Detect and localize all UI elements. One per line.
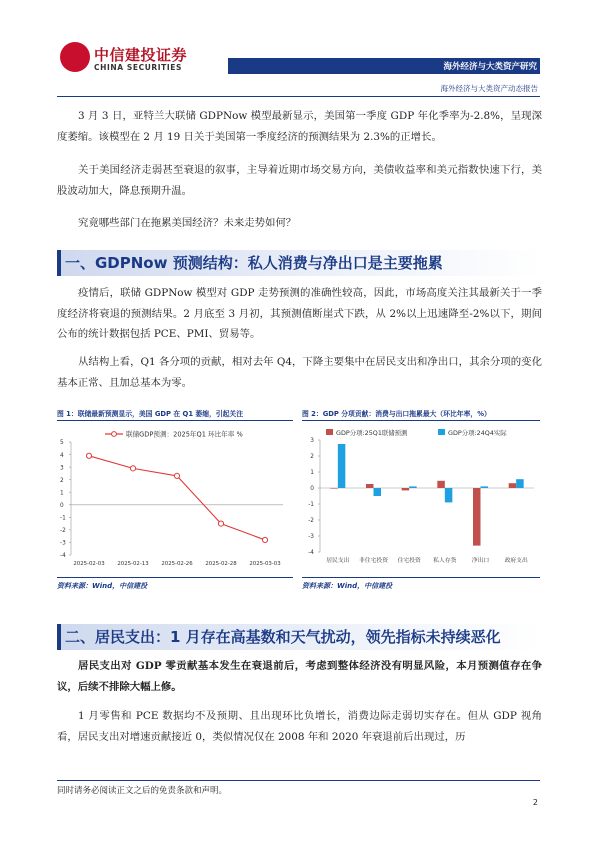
paragraph-1: 3 月 3 日，亚特兰大联储 GDPNow 模型最新显示，美国第一季度 GDP 年化季率为-2.8%，呈现深度萎缩。该模型在 2 月 19 日关于美国第一季度经济的预测结果为 2.3%的正增长。 <box>57 110 542 143</box>
x-tick-label: 2025-02-26 <box>161 561 193 567</box>
data-point <box>86 453 91 458</box>
bar <box>481 486 489 488</box>
logo-text-en: CHINA SECURITIES <box>94 63 182 72</box>
y-tick-label: -2 <box>308 518 314 525</box>
y-tick-label: -3 <box>60 540 66 547</box>
x-tick-label: 居民支出 <box>326 558 350 564</box>
legend-label: GDP分项:25Q1联储预测 <box>336 429 408 437</box>
paragraph-7: 1 月零售和 PCE 数据均不及预期、且出现环比负增长，消费边际走弱切实存在。但从 GDP 视角看，居民支出对增速贡献接近 0，类似情况仅在 2008 年和 2020 年衰退前后出现过，历 <box>57 710 542 743</box>
legend-swatch <box>326 429 333 435</box>
bar <box>516 479 524 488</box>
data-point <box>174 473 179 478</box>
data-point <box>218 521 223 526</box>
bar <box>409 486 417 488</box>
x-tick-label: 2025-02-03 <box>73 561 105 567</box>
y-tick-label: 0 <box>310 486 314 493</box>
x-tick-label: 住宅投资 <box>397 558 421 564</box>
y-tick-label: -4 <box>308 550 314 557</box>
logo-icon <box>60 42 90 72</box>
figure-2-bottom-rule <box>302 577 540 578</box>
y-tick-label: 2 <box>60 477 64 484</box>
bar <box>473 488 481 546</box>
bar <box>374 488 382 496</box>
figure-2-source: 资料来源：Wind，中信建投 <box>302 582 393 590</box>
x-tick-label: 私人存货 <box>433 558 457 564</box>
y-tick-label: -1 <box>308 502 314 509</box>
figure-1-source: 资料来源：Wind，中信建投 <box>57 582 148 590</box>
y-tick-label: -3 <box>308 534 314 541</box>
header-divider <box>57 96 540 97</box>
y-tick-label: -1 <box>60 515 66 522</box>
x-tick-label: 2025-03-03 <box>249 561 281 567</box>
figure-2-title: 图 2：GDP 分项贡献：消费与出口拖累最大（环比年率，%） <box>302 410 491 418</box>
figure-1-bottom-rule <box>57 577 293 578</box>
y-tick-label: 2 <box>310 454 314 461</box>
paragraph-2: 关于美国经济走弱甚至衰退的叙事，主导着近期市场交易方向，美债收益率和美元指数快速下行，美股波动加大，降息预期升温。 <box>57 164 542 197</box>
figure-2-top-rule <box>302 420 540 421</box>
y-tick-label: 1 <box>310 470 314 477</box>
bar-chart <box>302 424 540 576</box>
y-tick-label: -4 <box>60 553 66 560</box>
bar <box>338 444 346 488</box>
figure-1-title: 图 1：联储最新预测显示，美国 GDP 在 Q1 萎缩，引起关注 <box>57 410 244 418</box>
bar <box>366 484 374 488</box>
footer-disclaimer: 同时请务必阅读正文之后的免责条款和声明。 <box>57 786 228 796</box>
paragraph-6: 居民支出对 GDP 零贡献基本发生在衰退前后，考虑到整体经济没有明显风险，本月预测值存在争议，后续不排除大幅上修。 <box>57 660 542 693</box>
paragraph-3: 究竟哪些部门在拖累美国经济？未来走势如何？ <box>78 217 297 229</box>
x-tick-label: 2025-02-13 <box>117 561 149 567</box>
legend-point-marker <box>112 432 117 437</box>
logo-text-cn: 中信建投证券 <box>94 46 188 64</box>
paragraph-5: 从结构上看，Q1 各分项的贡献，相对去年 Q4，下降主要集中在居民支出和净出口，其余分项的变化基本正常、且加总基本为零。 <box>57 356 542 389</box>
paragraph-4: 疫情后，联储 GDPNow 模型对 GDP 走势预测的准确性较高，因此，市场高度关注其最新关于一季度经济将衰退的预测结果。2 月底至 3 月初，其预测值断崖式下跌，从 2%以上迅速降至-2%以下，期间公布的统计数据包括 PCE、PMI、贸易等。 <box>57 287 542 340</box>
y-tick-label: 4 <box>60 452 64 459</box>
x-tick-label: 2025-02-28 <box>205 561 237 567</box>
data-point <box>262 537 267 542</box>
bar <box>330 488 338 489</box>
x-tick-label: 政府支出 <box>504 558 528 564</box>
bar <box>437 481 445 488</box>
legend-label: GDP分项:24Q4实际 <box>448 429 507 437</box>
page-number: 2 <box>532 798 538 807</box>
bar <box>509 483 517 488</box>
bar <box>445 488 453 502</box>
bar <box>402 488 410 490</box>
data-point <box>130 466 135 471</box>
figure-1-top-rule <box>57 420 293 421</box>
footer-divider <box>57 780 540 781</box>
y-tick-label: -2 <box>60 528 66 535</box>
legend-swatch <box>438 429 445 435</box>
series-line <box>89 456 265 540</box>
x-tick-label: 净出口 <box>471 558 490 564</box>
y-tick-label: 3 <box>310 438 314 445</box>
section-title-2: 二、居民支出：1 月存在高基数和天气扰动，领先指标未持续恶化 <box>57 624 542 650</box>
header-title: 海外经济与大类资产研究 <box>443 62 537 72</box>
y-tick-label: 3 <box>60 465 64 472</box>
header-subtitle: 海外经济与大类资产动态报告 <box>440 84 538 93</box>
y-tick-label: 0 <box>60 502 64 509</box>
x-tick-label: 非住宅投资 <box>359 558 388 564</box>
y-tick-label: 1 <box>60 490 64 497</box>
y-tick-label: 5 <box>60 440 64 447</box>
line-chart <box>57 424 293 576</box>
legend-label: 联储GDP预测：2025年Q1 环比年率 % <box>126 430 243 439</box>
section-title-1: 一、GDPNow 预测结构：私人消费与净出口是主要拖累 <box>57 250 542 276</box>
